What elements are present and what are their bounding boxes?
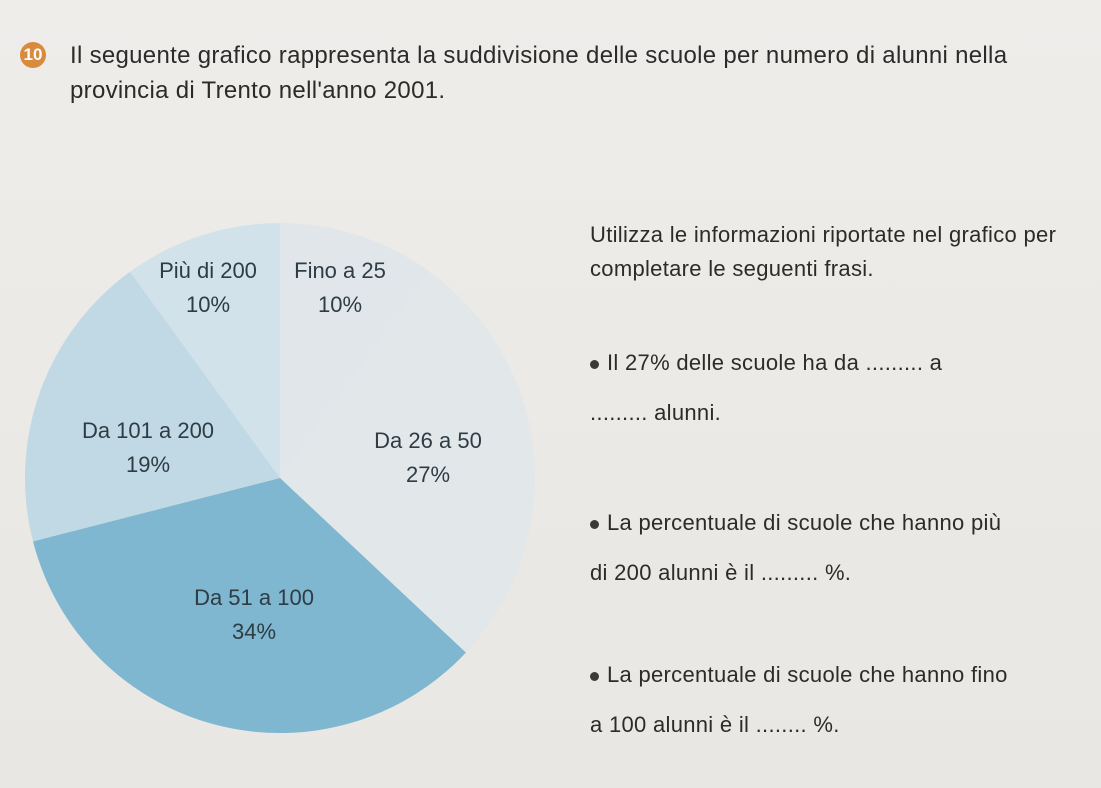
slice-value-label: 10% [185, 292, 231, 317]
slice-value-label: 19% [125, 452, 171, 477]
bullet-icon [590, 520, 599, 529]
question-item [590, 650, 1090, 750]
slice-label: Da 51 a 100 [194, 585, 314, 610]
question-item [590, 338, 1090, 438]
bullet-icon [590, 360, 599, 369]
exercise-panel [590, 218, 1090, 737]
slice-value-label: 34% [231, 619, 277, 644]
pie-slices [25, 223, 535, 733]
question-line: a 100 alunni è il ........ %. [590, 712, 840, 737]
exercise-intro: Il seguente grafico rappresenta la suddivisione delle scuole per numero di alunni nella provincia di Trento nell'anno 2001. [70, 42, 1008, 104]
slice-value-label: 27% [405, 462, 451, 487]
slice-label: Fino a 25 [294, 258, 386, 283]
exercise-number-badge: 10 [20, 42, 46, 68]
question-line: di 200 alunni è il ......... %. [590, 560, 852, 585]
instruction-text: Utilizza le informazioni riportate nel grafico per completare le seguenti frasi. [590, 222, 1057, 281]
slice-label: Da 26 a 50 [374, 428, 482, 453]
question-line: La percentuale di scuole che hanno fino [607, 662, 1008, 687]
question-line: Il 27% delle scuole ha da ......... a [607, 350, 943, 375]
question-line: ......... alunni. [590, 400, 722, 425]
slice-value-label: 10% [317, 292, 363, 317]
slice-label: Da 101 a 200 [81, 418, 215, 443]
slice-label: Più di 200 [159, 258, 257, 283]
question-item [590, 498, 1090, 598]
bullet-icon [590, 672, 599, 681]
question-line: La percentuale di scuole che hanno più [607, 510, 1002, 535]
